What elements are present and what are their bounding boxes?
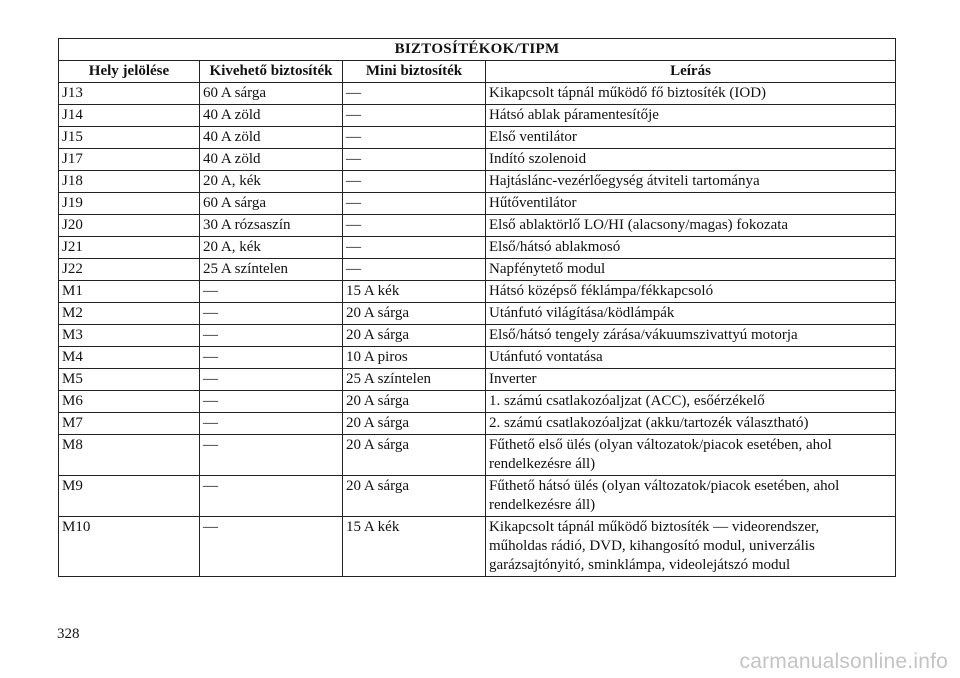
cell-cartridge-fuse: — — [200, 281, 343, 303]
cell-cartridge-fuse: 20 A, kék — [200, 171, 343, 193]
cell-mini-fuse: 10 A piros — [343, 347, 486, 369]
cell-mini-fuse: 20 A sárga — [343, 435, 486, 476]
cell-cartridge-fuse: 40 A zöld — [200, 127, 343, 149]
table-row — [59, 476, 896, 517]
description-line: 1. számú csatlakozóaljzat (ACC), esőérzékelő — [489, 393, 765, 409]
cell-cartridge-fuse: 30 A rózsaszín — [200, 215, 343, 237]
table-row — [59, 105, 896, 127]
cell-location: J21 — [59, 237, 200, 259]
description-line: műholdas rádió, DVD, kihangosító modul, univerzális — [489, 538, 815, 554]
cell-cartridge-fuse: — — [200, 391, 343, 413]
cell-location: M6 — [59, 391, 200, 413]
cell-cartridge-fuse: — — [200, 413, 343, 435]
cell-description — [486, 517, 896, 577]
cell-description — [486, 105, 896, 127]
description-line: Fűthető első ülés (olyan változatok/piacok esetében, ahol — [489, 437, 832, 453]
cell-location: M2 — [59, 303, 200, 325]
cell-cartridge-fuse: — — [200, 303, 343, 325]
cell-mini-fuse: 20 A sárga — [343, 476, 486, 517]
cell-mini-fuse: — — [343, 193, 486, 215]
description-line: Indító szolenoid — [489, 151, 587, 167]
cell-description — [486, 83, 896, 105]
cell-mini-fuse: — — [343, 237, 486, 259]
table-row — [59, 303, 896, 325]
cell-description — [486, 193, 896, 215]
table-row — [59, 347, 896, 369]
cell-mini-fuse: — — [343, 105, 486, 127]
cell-description — [486, 369, 896, 391]
description-line: Inverter — [489, 371, 537, 387]
description-line: Kikapcsolt tápnál működő fő biztosíték (IOD) — [489, 85, 767, 101]
description-line: Utánfutó világítása/ködlámpák — [489, 305, 675, 321]
cell-mini-fuse: 20 A sárga — [343, 303, 486, 325]
cell-location: M5 — [59, 369, 200, 391]
cell-mini-fuse: — — [343, 215, 486, 237]
cell-mini-fuse: 15 A kék — [343, 517, 486, 577]
table-row — [59, 259, 896, 281]
cell-location: J17 — [59, 149, 200, 171]
cell-description — [486, 259, 896, 281]
cell-description — [486, 149, 896, 171]
table-row — [59, 435, 896, 476]
description-line: Hűtőventilátor — [489, 195, 577, 211]
cell-mini-fuse: 20 A sárga — [343, 325, 486, 347]
table-row — [59, 281, 896, 303]
cell-mini-fuse: 25 A színtelen — [343, 369, 486, 391]
table-row — [59, 83, 896, 105]
cell-location: J18 — [59, 171, 200, 193]
page-number: 328 — [57, 626, 80, 642]
cell-cartridge-fuse: 60 A sárga — [200, 193, 343, 215]
cell-description — [486, 127, 896, 149]
cell-cartridge-fuse: 25 A színtelen — [200, 259, 343, 281]
header-mini-fuse: Mini biztosíték — [343, 61, 486, 83]
cell-cartridge-fuse: — — [200, 435, 343, 476]
cell-description — [486, 303, 896, 325]
cell-description — [486, 391, 896, 413]
cell-mini-fuse: — — [343, 171, 486, 193]
cell-cartridge-fuse: — — [200, 325, 343, 347]
watermark: carmanualsonline.info — [739, 650, 948, 673]
header-cartridge-fuse: Kivehető biztosíték — [200, 61, 343, 83]
cell-cartridge-fuse: 40 A zöld — [200, 105, 343, 127]
description-line: Első/hátsó ablakmosó — [489, 239, 621, 255]
table-row — [59, 369, 896, 391]
table-row — [59, 149, 896, 171]
description-line: Fűthető hátsó ülés (olyan változatok/piacok esetében, ahol — [489, 478, 840, 494]
cell-location: J14 — [59, 105, 200, 127]
cell-location: J15 — [59, 127, 200, 149]
description-line: Napfénytető modul — [489, 261, 606, 277]
table-header-row — [59, 61, 896, 83]
table-row — [59, 127, 896, 149]
cell-location: M4 — [59, 347, 200, 369]
cell-mini-fuse: — — [343, 259, 486, 281]
cell-mini-fuse: — — [343, 127, 486, 149]
description-line: Hátsó középső féklámpa/fékkapcsoló — [489, 283, 714, 299]
table-title: BIZTOSÍTÉKOK/TIPM — [59, 39, 896, 61]
cell-mini-fuse: 20 A sárga — [343, 413, 486, 435]
description-line: Első/hátsó tengely zárása/vákuumszivattyú motorja — [489, 327, 798, 343]
description-line: Első ablaktörlő LO/HI (alacsony/magas) fokozata — [489, 217, 789, 233]
cell-cartridge-fuse: 60 A sárga — [200, 83, 343, 105]
cell-mini-fuse: — — [343, 83, 486, 105]
description-line: Utánfutó vontatása — [489, 349, 603, 365]
cell-cartridge-fuse: — — [200, 517, 343, 577]
table-row — [59, 171, 896, 193]
cell-description — [486, 476, 896, 517]
cell-cartridge-fuse: 40 A zöld — [200, 149, 343, 171]
cell-location: M9 — [59, 476, 200, 517]
cell-location: M8 — [59, 435, 200, 476]
table-body — [59, 83, 896, 577]
cell-mini-fuse: 15 A kék — [343, 281, 486, 303]
cell-cartridge-fuse: — — [200, 476, 343, 517]
cell-location: M10 — [59, 517, 200, 577]
cell-description — [486, 215, 896, 237]
cell-description — [486, 413, 896, 435]
cell-description — [486, 171, 896, 193]
cell-cartridge-fuse: 20 A, kék — [200, 237, 343, 259]
table-row — [59, 215, 896, 237]
cell-location: J20 — [59, 215, 200, 237]
cell-description — [486, 435, 896, 476]
cell-cartridge-fuse: — — [200, 347, 343, 369]
cell-location: M7 — [59, 413, 200, 435]
cell-description — [486, 347, 896, 369]
description-line: Hajtáslánc-vezérlőegység átviteli tartománya — [489, 173, 760, 189]
cell-description — [486, 281, 896, 303]
table-row — [59, 517, 896, 577]
description-line: Első ventilátor — [489, 129, 577, 145]
table-row — [59, 193, 896, 215]
cell-location: J13 — [59, 83, 200, 105]
table-row — [59, 391, 896, 413]
table-row — [59, 325, 896, 347]
cell-mini-fuse: — — [343, 149, 486, 171]
description-line: Hátsó ablak páramentesítője — [489, 107, 659, 123]
cell-description — [486, 325, 896, 347]
table-row — [59, 413, 896, 435]
description-line: garázsajtónyitó, sminklámpa, videolejátszó modul — [489, 557, 791, 573]
description-line: rendelkezésre áll) — [489, 456, 596, 472]
header-location: Hely jelölése — [59, 61, 200, 83]
cell-location: M3 — [59, 325, 200, 347]
cell-location: J22 — [59, 259, 200, 281]
description-line: 2. számú csatlakozóaljzat (akku/tartozék választható) — [489, 415, 809, 431]
cell-cartridge-fuse: — — [200, 369, 343, 391]
cell-location: M1 — [59, 281, 200, 303]
description-line: rendelkezésre áll) — [489, 497, 596, 513]
cell-description — [486, 237, 896, 259]
header-description: Leírás — [486, 61, 896, 83]
cell-location: J19 — [59, 193, 200, 215]
description-line: Kikapcsolt tápnál működő biztosíték — videorendszer, — [489, 519, 820, 535]
fuse-table — [58, 38, 896, 577]
table-title-row — [59, 39, 896, 61]
cell-mini-fuse: 20 A sárga — [343, 391, 486, 413]
table-row — [59, 237, 896, 259]
